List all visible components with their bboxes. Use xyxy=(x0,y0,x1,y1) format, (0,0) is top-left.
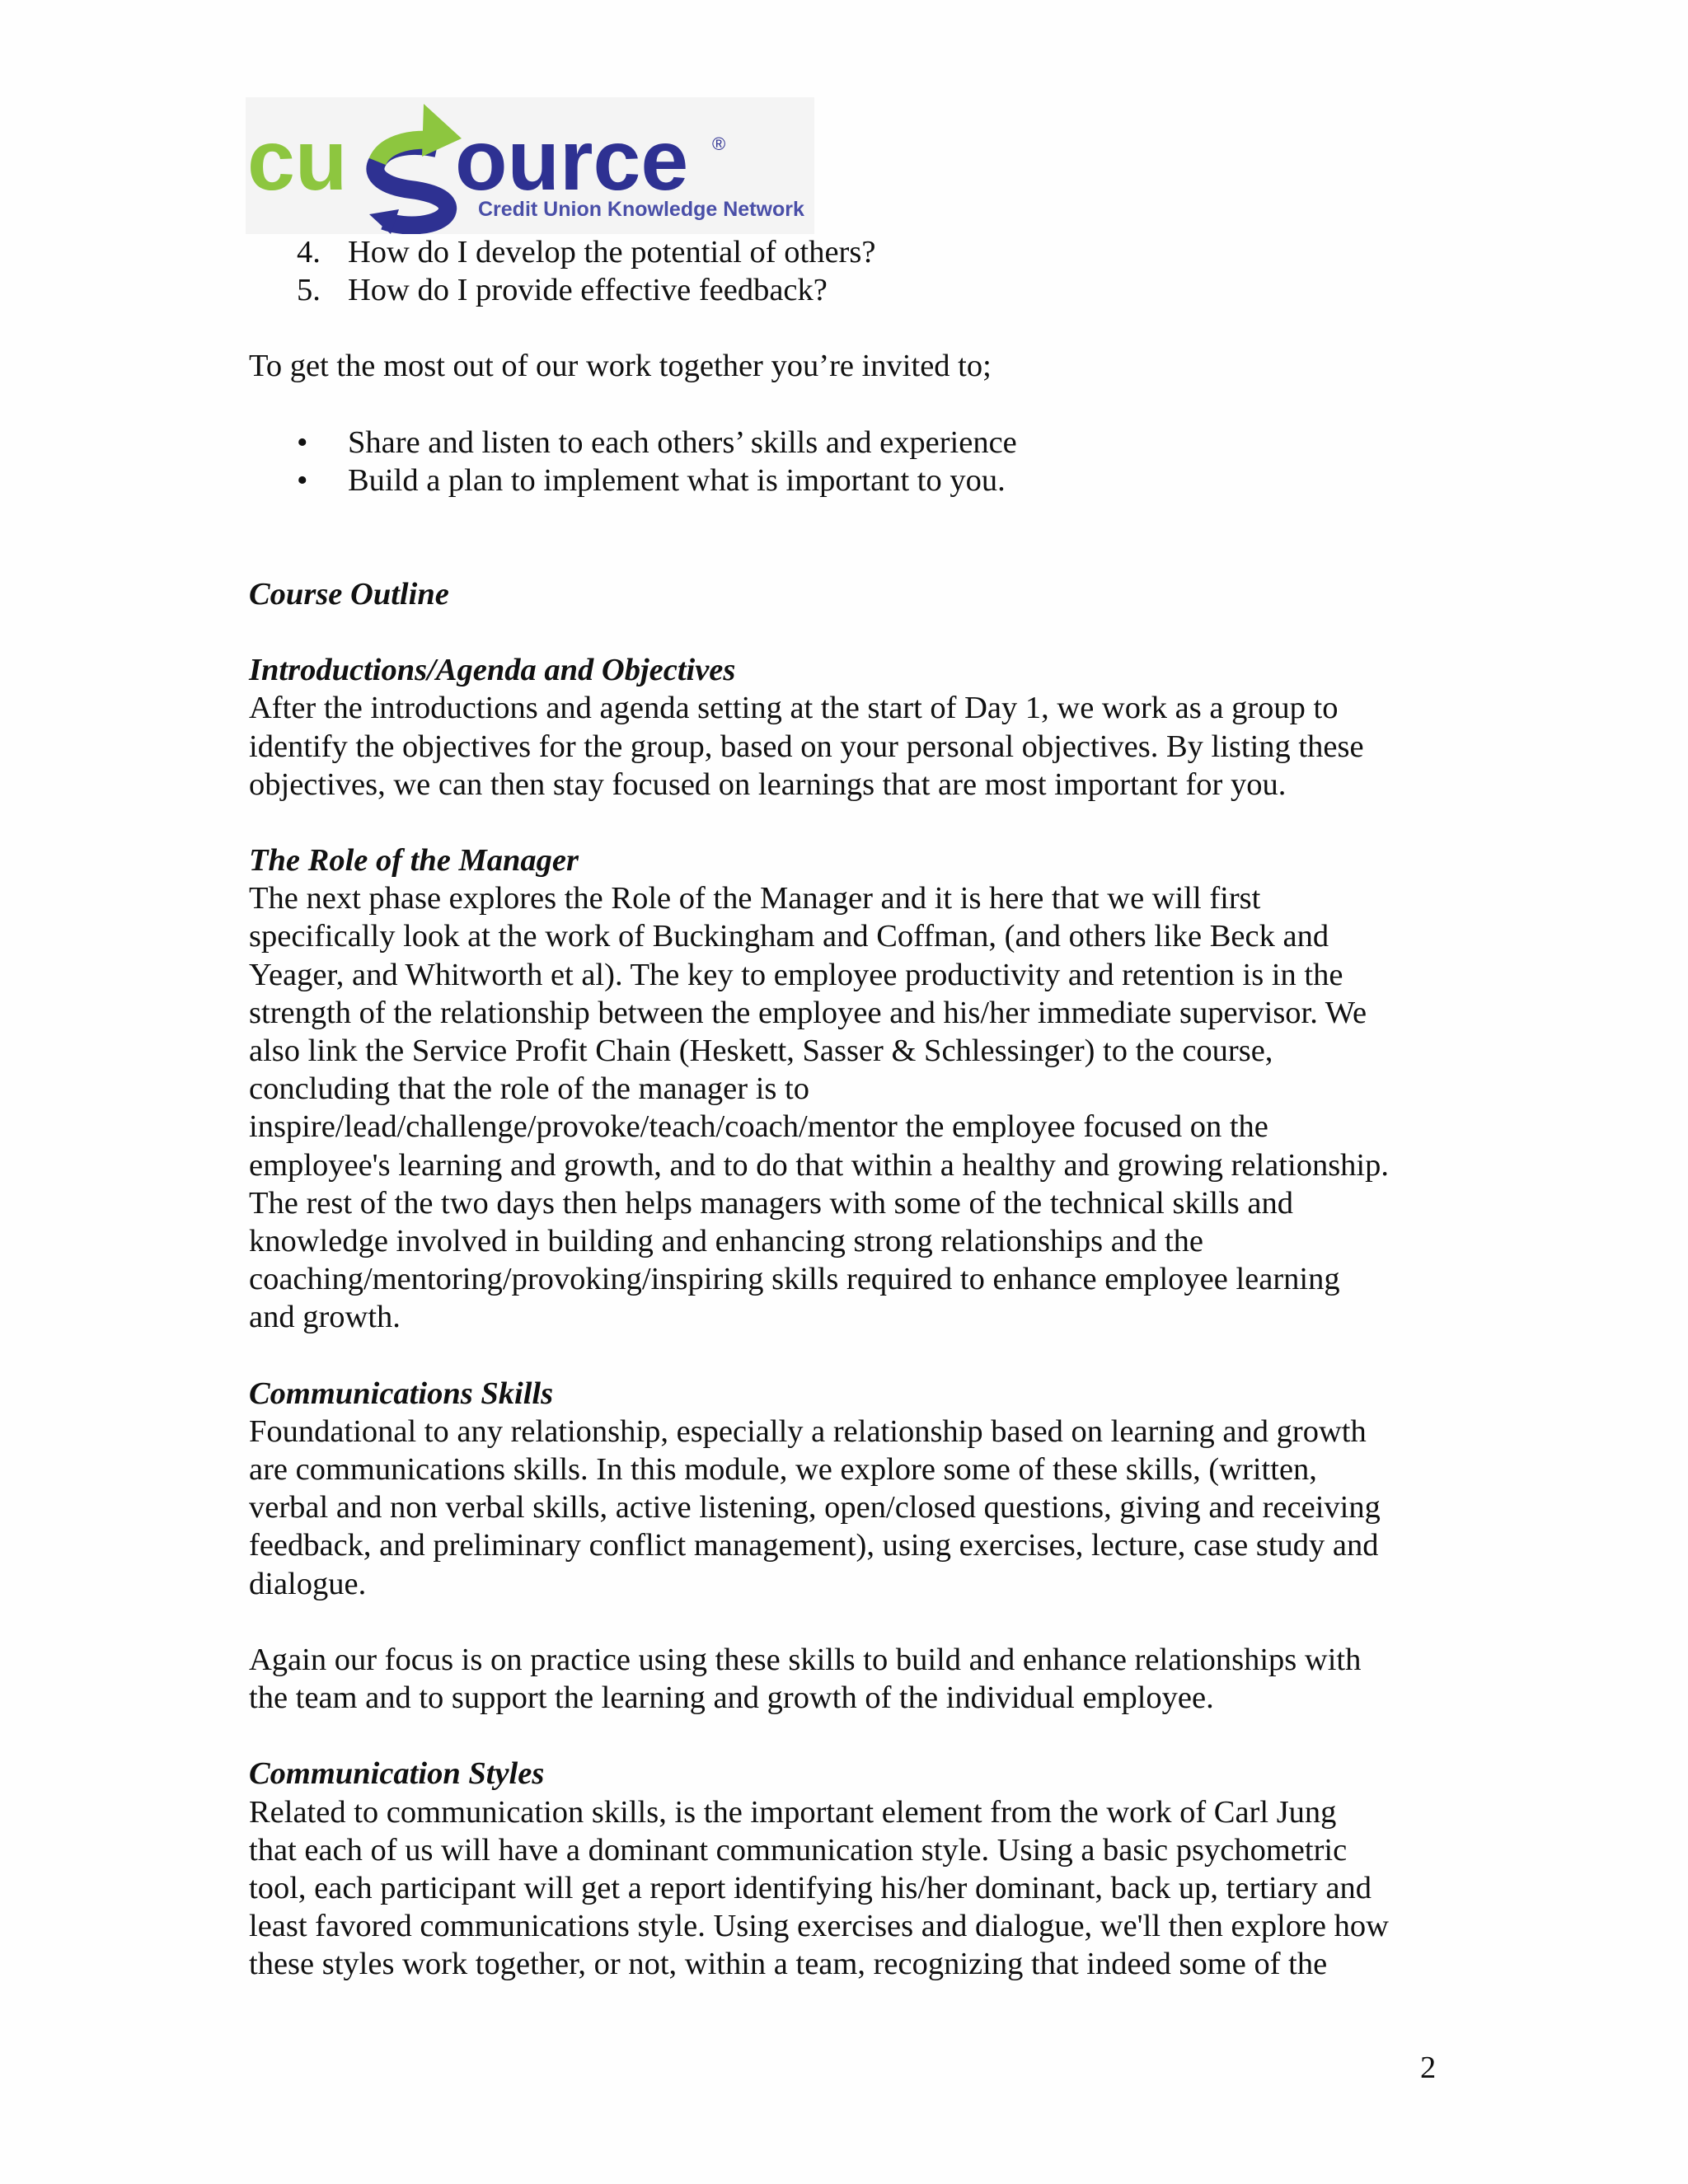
bullet-marker: • xyxy=(297,462,308,498)
text-line: least favored communications style. Using exercises and dialogue, we'll then explore how xyxy=(249,1909,1389,1944)
comm-skills-paragraph xyxy=(249,1413,1452,1603)
text-line: are communications skills. In this module, we explore some of these skills, (written, xyxy=(249,1452,1317,1488)
logo-s-arrow-icon xyxy=(369,104,462,234)
text-line: The next phase explores the Role of the Manager and it is here that we will first xyxy=(249,881,1261,916)
text-line: employee's learning and growth, and to do that within a healthy and growing relationship. xyxy=(249,1147,1389,1183)
bullet-list xyxy=(249,424,1452,499)
comm-styles-heading: Communication Styles xyxy=(249,1756,545,1792)
cusource-logo-image xyxy=(246,97,814,234)
text-line: verbal and non verbal skills, active listening, open/closed questions, giving and receiving xyxy=(249,1490,1381,1526)
text-line: objectives, we can then stay focused on learnings that are most important for you. xyxy=(249,766,1287,802)
text-line: tool, each participant will get a report identifying his/her dominant, back up, tertiary and xyxy=(249,1870,1372,1905)
list-number: 5. xyxy=(297,273,321,308)
course-outline-title: Course Outline xyxy=(249,577,449,612)
bullet-text: Share and listen to each others’ skills and experience xyxy=(348,424,1017,460)
logo-suffix-text: ource xyxy=(455,113,689,209)
text-line: specifically look at the work of Buckingham and Coffman, (and others like Beck and xyxy=(249,919,1329,954)
text-line: After the introductions and agenda setting at the start of Day 1, we work as a group to xyxy=(249,691,1339,726)
list-item-text: How do I develop the potential of others? xyxy=(348,235,876,269)
logo-tagline-text: Credit Union Knowledge Network xyxy=(478,198,804,221)
text-line: coaching/mentoring/provoking/inspiring skills required to enhance employee learning xyxy=(249,1262,1340,1297)
text-line: also link the Service Profit Chain (Heskett, Sasser & Schlessinger) to the course, xyxy=(249,1033,1273,1069)
intro-line: To get the most out of our work together you’re invited to; xyxy=(249,349,992,384)
text-line: that each of us will have a dominant communication style. Using a basic psychometric xyxy=(249,1832,1348,1868)
comm-styles-paragraph xyxy=(249,1793,1452,1984)
text-line: and growth. xyxy=(249,1300,401,1335)
bullet-marker: • xyxy=(297,424,308,460)
cusource-logo xyxy=(246,97,814,234)
text-line: concluding that the role of the manager is to xyxy=(249,1071,809,1107)
text-line: Again our focus is on practice using these skills to build and enhance relationships with xyxy=(249,1642,1362,1677)
introductions-paragraph xyxy=(249,689,1452,804)
text-line: inspire/lead/challenge/provoke/teach/coach/mentor the employee focused on the xyxy=(249,1109,1268,1145)
introductions-heading: Introductions/Agenda and Objectives xyxy=(249,653,736,688)
bullet-list-item xyxy=(249,424,1452,462)
text-line: the team and to support the learning and growth of the individual employee. xyxy=(249,1680,1214,1716)
page-number: 2 xyxy=(1420,2050,1437,2085)
comm-skills-followup-paragraph xyxy=(249,1641,1452,1717)
bullet-text: Build a plan to implement what is important to you. xyxy=(348,462,1006,498)
bullet-list-item xyxy=(249,462,1452,499)
text-line: Yeager, and Whitworth et al). The key to employee productivity and retention is in the xyxy=(249,957,1343,992)
list-item-text: How do I provide effective feedback? xyxy=(348,273,828,308)
numbered-list-item xyxy=(249,271,1452,309)
text-line: knowledge involved in building and enhancing strong relationships and the xyxy=(249,1224,1203,1259)
numbered-list-item xyxy=(249,233,1452,271)
text-line: feedback, and preliminary conflict management), using exercises, lecture, case study and xyxy=(249,1528,1379,1563)
document-body xyxy=(249,233,1452,1984)
text-line: strength of the relationship between the employee and his/her immediate supervisor. We xyxy=(249,995,1367,1030)
list-number: 4. xyxy=(297,235,321,269)
role-paragraph xyxy=(249,879,1452,1336)
text-line: Foundational to any relationship, especially a relationship based on learning and growth xyxy=(249,1413,1367,1449)
role-heading: The Role of the Manager xyxy=(249,843,579,879)
logo-prefix-text: cu xyxy=(247,113,348,209)
text-line: Related to communication skills, is the important element from the work of Carl Jung xyxy=(249,1794,1337,1830)
logo-registered-mark: ® xyxy=(712,134,726,154)
text-line: The rest of the two days then helps managers with some of the technical skills and xyxy=(249,1185,1293,1221)
text-line: these styles work together, or not, within a team, recognizing that indeed some of the xyxy=(249,1947,1328,1982)
comm-skills-heading: Communications Skills xyxy=(249,1376,554,1411)
text-line: identify the objectives for the group, based on your personal objectives. By listing these xyxy=(249,729,1364,764)
text-line: dialogue. xyxy=(249,1566,367,1601)
numbered-list xyxy=(249,233,1452,309)
